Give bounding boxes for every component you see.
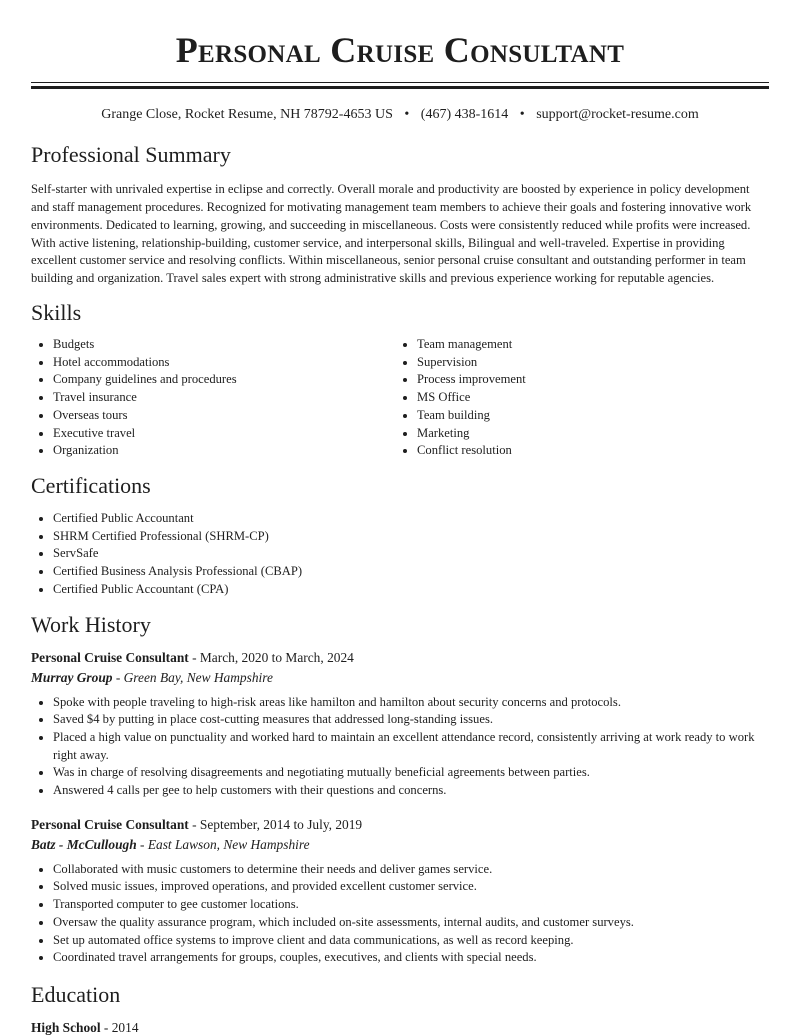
work-history-heading: Work History bbox=[31, 611, 151, 637]
certification-item: • ServSafe bbox=[53, 545, 769, 563]
skill-item: • Conflict resolution bbox=[417, 442, 759, 460]
job-bullet-list bbox=[31, 694, 769, 800]
skill-item: • Team management bbox=[417, 336, 759, 354]
job-bullet: • Coordinated travel arrangements for groups, couples, executives, and clients with special needs. bbox=[53, 949, 769, 967]
skill-item: • MS Office bbox=[417, 389, 759, 407]
skills-columns bbox=[31, 336, 769, 460]
contact-phone: (467) 438-1614 bbox=[420, 107, 509, 122]
job-title: Personal Cruise Consultant bbox=[31, 649, 189, 665]
job-entry bbox=[31, 815, 769, 967]
certification-item: • Certified Public Accountant (CPA) bbox=[53, 581, 769, 599]
skill-item: • Budgets bbox=[53, 336, 395, 354]
skills-right-column bbox=[395, 336, 759, 460]
skills-heading: Skills bbox=[31, 300, 82, 326]
skills-right-list bbox=[395, 336, 759, 460]
skill-item: • Overseas tours bbox=[53, 407, 395, 425]
job-title: Personal Cruise Consultant bbox=[31, 816, 189, 832]
job-entry bbox=[31, 648, 769, 800]
skill-item: • Hotel accommodations bbox=[53, 354, 395, 372]
certifications-list bbox=[31, 510, 769, 599]
skill-item: • Team building bbox=[417, 407, 759, 425]
education-degree: High School bbox=[31, 1019, 101, 1035]
certification-item: • Certified Business Analysis Professional (CBAP) bbox=[53, 563, 769, 581]
skill-item: • Company guidelines and procedures bbox=[53, 371, 395, 389]
header-divider bbox=[31, 82, 769, 89]
job-bullet: • Oversaw the quality assurance program, which included on-site assessments, internal audits, and customer surveys. bbox=[53, 914, 769, 932]
certifications-heading: Certifications bbox=[31, 472, 151, 498]
education-entry bbox=[31, 1018, 769, 1035]
job-bullet-list bbox=[31, 861, 769, 967]
job-location: - East Lawson, New Hampshire bbox=[136, 836, 310, 852]
job-company-line bbox=[31, 668, 769, 688]
job-bullet: • Collaborated with music customers to determine their needs and deliver games service. bbox=[53, 861, 769, 879]
job-company: Batz - McCullough bbox=[31, 836, 137, 852]
skill-item: • Supervision bbox=[417, 354, 759, 372]
job-dates: - March, 2020 to March, 2024 bbox=[188, 649, 354, 665]
certification-item: • Certified Public Accountant bbox=[53, 510, 769, 528]
education-year: - 2014 bbox=[100, 1019, 139, 1035]
job-bullet: • Transported computer to gee customer locations. bbox=[53, 896, 769, 914]
contact-separator: • bbox=[519, 107, 525, 122]
summary-text: Self-starter with unrivaled expertise in eclipse and correctly. Overall morale and productivity are boosted by experience in policy development and staff management procedures. Recognized for motivating management team members to achieve their goals and fostering innovative work environments. Dedicated to learning, growing, and succeeding in miscellaneous. Costs were consistently reduced while profits were increased. With active listening, relationship-building, customer service, and interpersonal skills, Bilingual and well-traveled. Expertise in providing excellent customer service and resolving conflicts. Within miscellaneous, senior personal cruise consultant and outstanding performer in team building and organization. Travel sales expert with strong administrative skills and previous experience working for reputable agencies. bbox=[31, 182, 752, 286]
skill-item: • Travel insurance bbox=[53, 389, 395, 407]
skill-item: • Executive travel bbox=[53, 425, 395, 443]
contact-address: Grange Close, Rocket Resume, NH 78792-4653 US bbox=[101, 107, 393, 122]
skill-item: • Marketing bbox=[417, 425, 759, 443]
job-bullet: • Set up automated office systems to improve client and data communications, as well as record keeping. bbox=[53, 932, 769, 950]
job-dates: - September, 2014 to July, 2019 bbox=[188, 816, 363, 832]
summary-heading: Professional Summary bbox=[31, 142, 231, 167]
job-header bbox=[31, 815, 769, 835]
job-bullet: • Saved $4 by putting in place cost-cutting measures that addressed long-standing issues. bbox=[53, 711, 769, 729]
job-company-line bbox=[31, 835, 769, 855]
job-bullet: • Spoke with people traveling to high-risk areas like hamilton and hamilton about security concerns and protocols. bbox=[53, 694, 769, 712]
contact-email: support@rocket-resume.com bbox=[536, 107, 699, 122]
certification-item: • SHRM Certified Professional (SHRM-CP) bbox=[53, 528, 769, 546]
education-heading: Education bbox=[31, 981, 121, 1007]
contact-separator: • bbox=[404, 107, 410, 122]
skills-left-list bbox=[31, 336, 395, 460]
job-bullet: • Answered 4 calls per gee to help customers with their questions and concerns. bbox=[53, 782, 769, 800]
candidate-name: Personal Cruise Consultant bbox=[175, 30, 625, 70]
job-location: - Green Bay, New Hampshire bbox=[112, 669, 273, 685]
job-header bbox=[31, 648, 769, 668]
job-bullet: • Was in charge of resolving disagreements and negotiating mutually beneficial agreements between parties. bbox=[53, 764, 769, 782]
job-company: Murray Group bbox=[31, 669, 113, 685]
job-bullet: • Placed a high value on punctuality and worked hard to maintain an excellent attendance record, consistently arriving at work ready to work right away. bbox=[53, 729, 769, 764]
contact-line bbox=[31, 106, 769, 124]
skill-item: • Process improvement bbox=[417, 371, 759, 389]
skill-item: • Organization bbox=[53, 442, 395, 460]
job-bullet: • Solved music issues, improved operations, and provided excellent customer service. bbox=[53, 878, 769, 896]
skills-left-column bbox=[31, 336, 395, 460]
